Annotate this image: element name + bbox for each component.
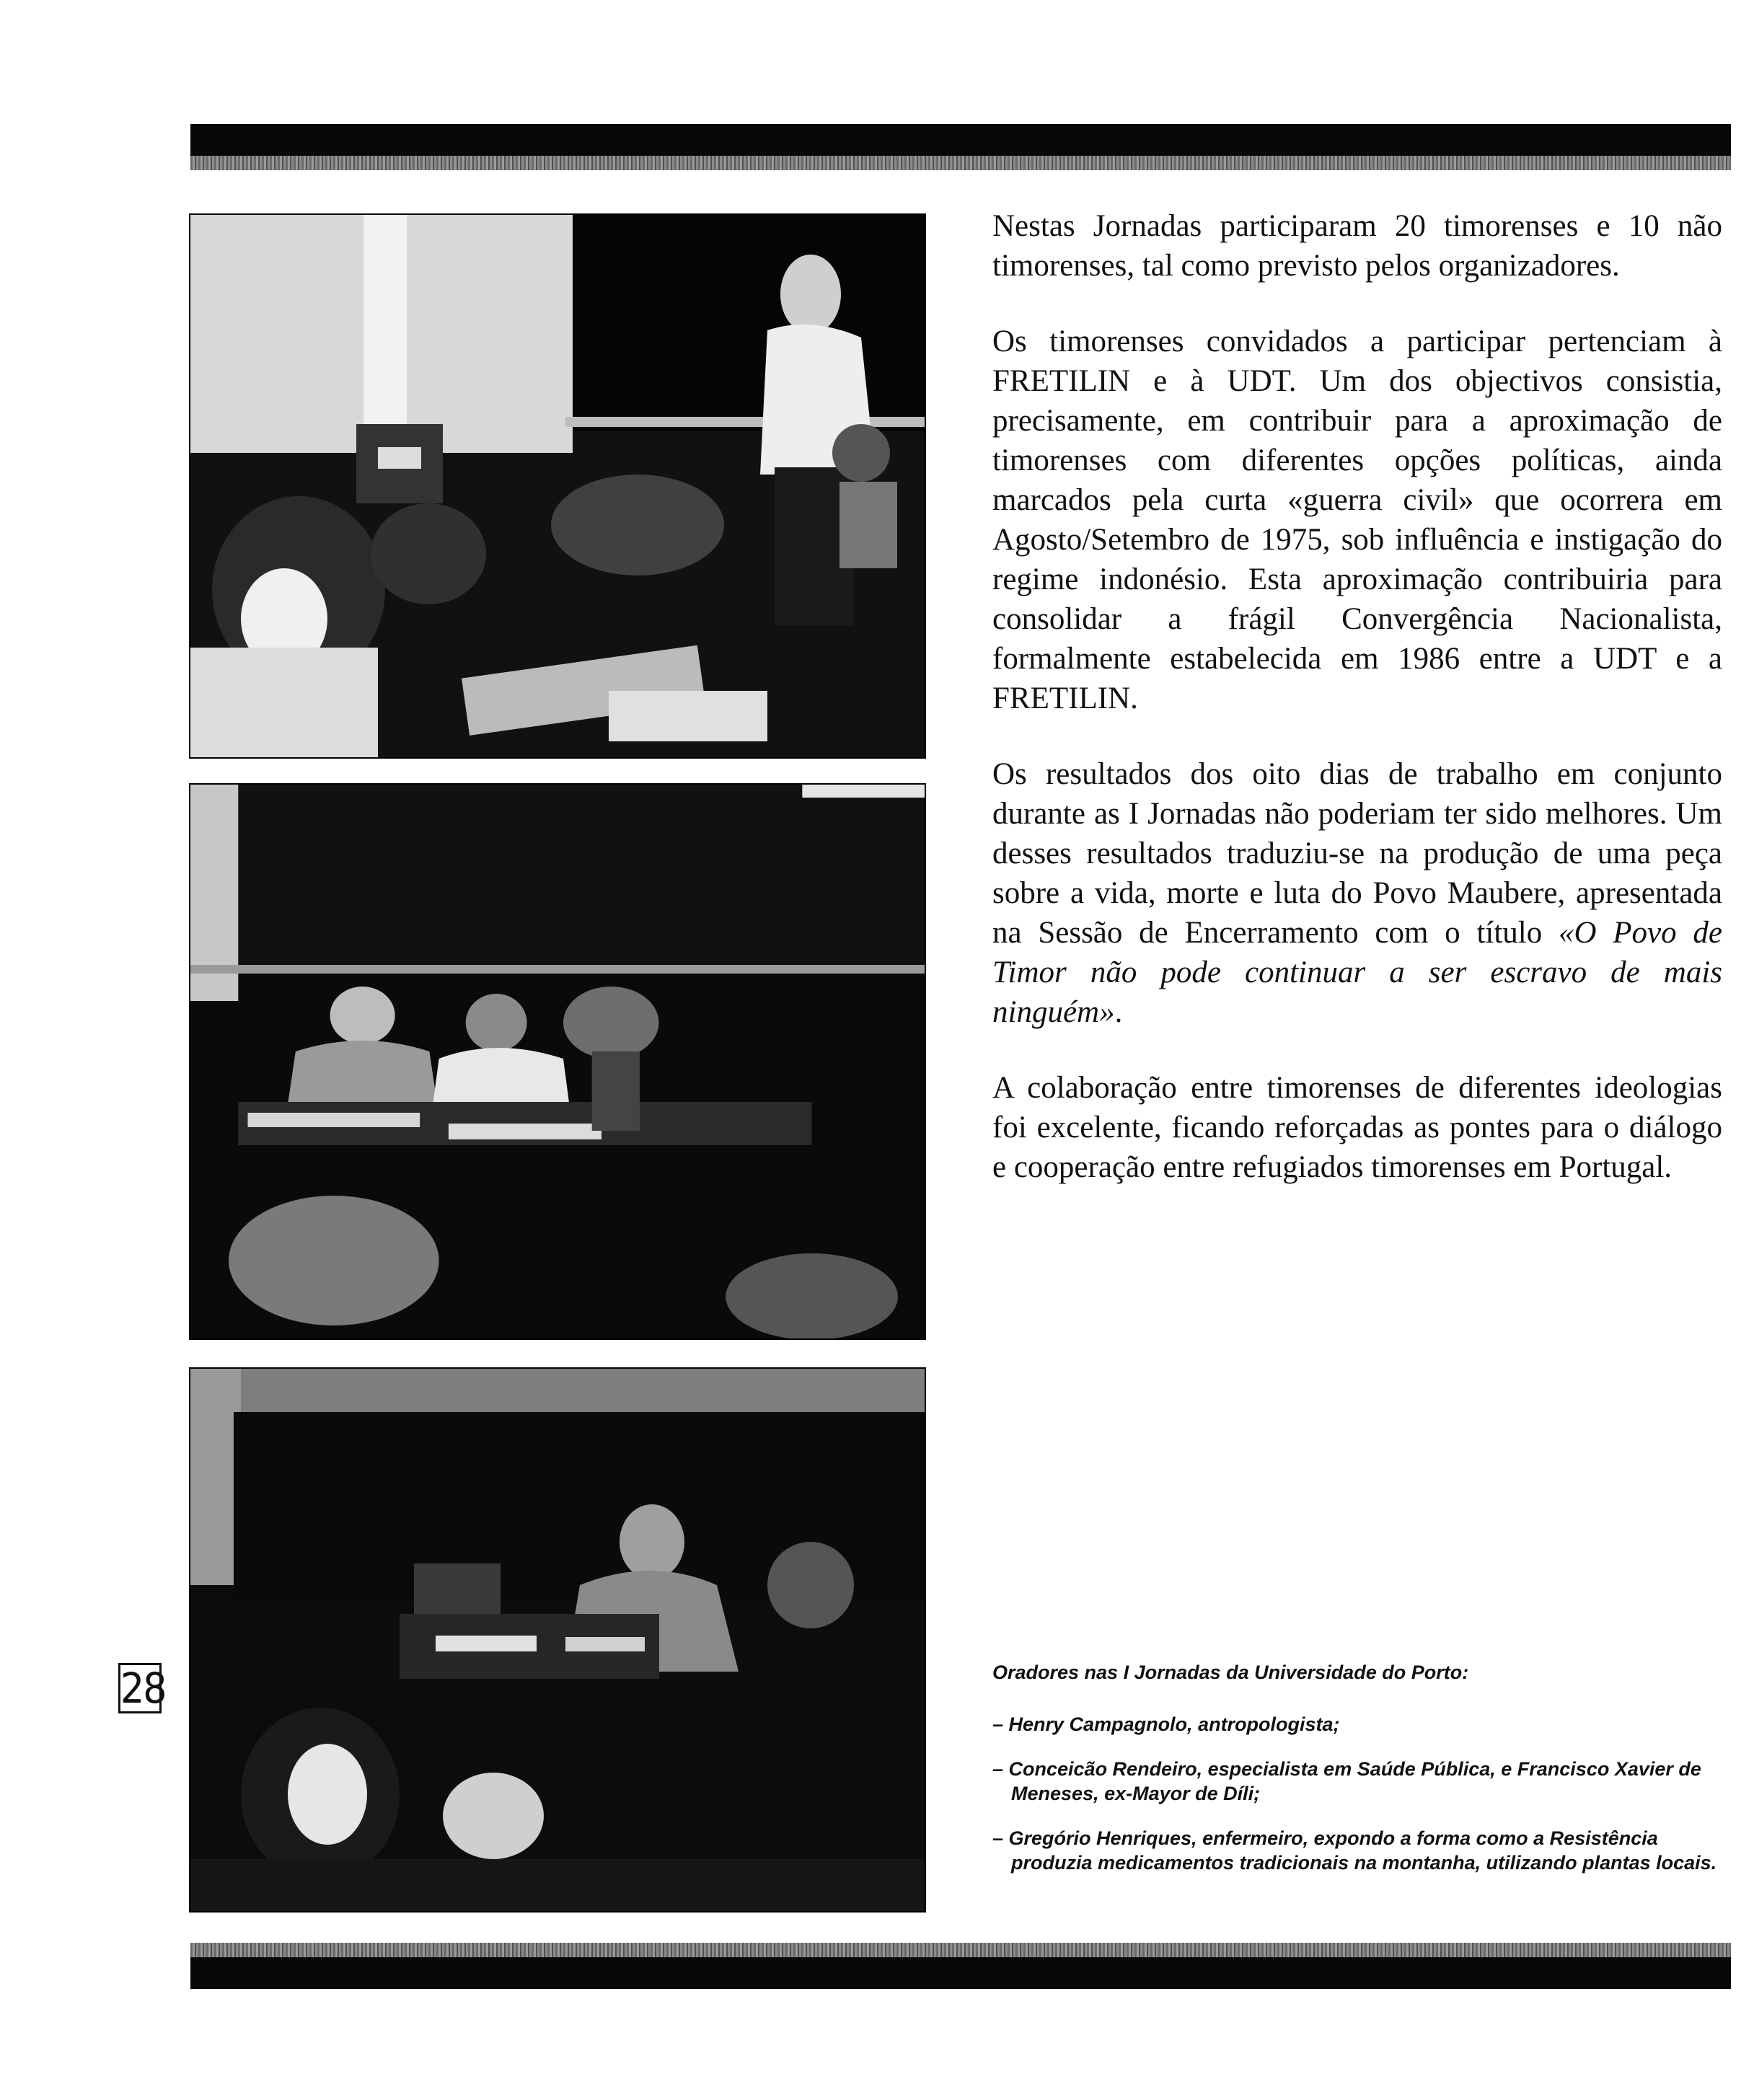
caption-item: – Conceicão Rendeiro, especialista em Saúde Pública, e Francisco Xavier de Meneses, ex-Mayor de Díli;	[992, 1758, 1701, 1804]
article-body	[992, 206, 1722, 1223]
header-bar	[190, 124, 1731, 170]
page-number: 28	[118, 1663, 162, 1713]
photo-speaker-standing	[189, 213, 926, 759]
footer-bar	[190, 1943, 1731, 1989]
caption-item: – Henry Campagnolo, antropologista;	[992, 1713, 1340, 1735]
paragraph: Os timorenses convidados a participar pertenciam à FRETILIN e à UDT. Um dos objectivos consistia, precisamente, em contribuir para a aproximação de timorenses com diferentes opções políticas, ainda marcados pela curta «guerra civil» que ocorrera em Agosto/Setembro de 1975, sob influência e instigação do regime indonésio. Esta aproximação contribuiria para consolidar a frágil Convergência Nacionalista, formalmente estabelecida em 1986 entre a UDT e a FRETILIN.	[992, 325, 1722, 715]
paragraph: Nestas Jornadas participaram 20 timorenses e 10 não timorenses, tal como previsto pelos organizadores.	[992, 209, 1722, 283]
caption-item: – Gregório Henriques, enfermeiro, expondo a forma como a Resistência produzia medicamentos tradicionais na montanha, utilizando plantas locais.	[992, 1827, 1717, 1874]
paragraph-end: .	[1114, 995, 1123, 1029]
play-title: «O Povo de Timor não pode continuar a ser escravo de mais ninguém»	[992, 916, 1722, 1029]
paragraph	[992, 754, 1722, 1032]
paragraph: A colaboração entre timorenses de diferentes ideologias foi excelente, ficando reforçadas as pontes para o diálogo e cooperação entre refugiados timorenses em Portugal.	[992, 1071, 1722, 1184]
photo-speakers-seated	[189, 783, 926, 1340]
photo-speaker-writing	[189, 1367, 926, 1912]
photo-captions	[992, 1660, 1742, 1895]
caption-title: Oradores nas I Jornadas da Universidade do Porto:	[992, 1662, 1469, 1683]
paragraph-lead: Os resultados dos oito dias de trabalho em conjunto durante as I Jornadas não poderiam ter sido melhores. Um desses resultados traduziu-se na produção de uma peça sobre a vida, morte e luta do Povo Maubere, apresentada na Sessão de Encerramento com o título	[992, 757, 1722, 950]
